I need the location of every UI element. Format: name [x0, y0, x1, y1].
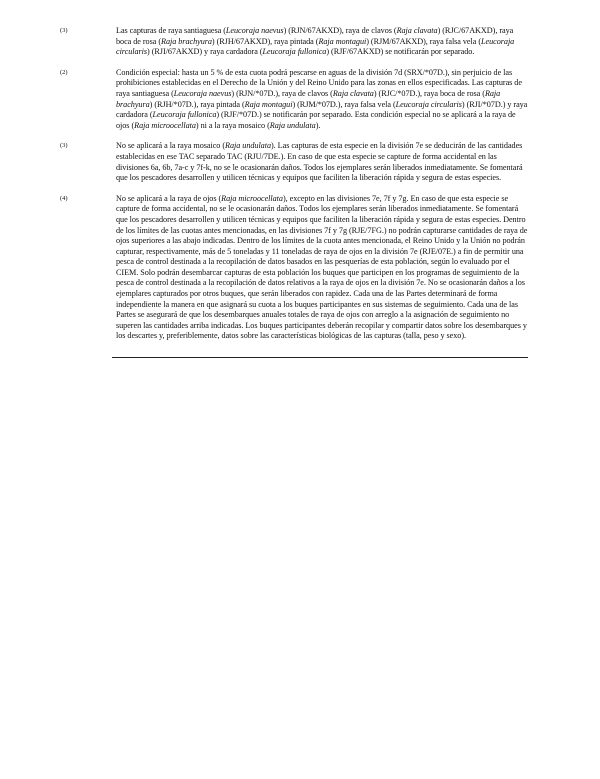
species-name: Raja montagui	[318, 36, 367, 46]
text-run: ) (RJI/*07D.) y raya cardadora (	[116, 99, 528, 120]
text-run: ) (RJF/67AKXD) se notificarán por separado.	[326, 47, 475, 57]
footnote-marker: (4)	[60, 194, 68, 202]
table-bottom-rule	[112, 357, 528, 358]
species-name: Leucoraja naevus	[173, 88, 232, 98]
footnote-marker: (2)	[60, 68, 68, 76]
species-name: Leucoraja fullonica	[262, 47, 327, 57]
footnote-marker: (3)	[60, 142, 68, 150]
species-name: Raja microocellata	[134, 120, 196, 130]
species-name: Raja brachyura	[161, 36, 212, 46]
species-name: Raja undulata	[225, 141, 271, 151]
species-name: Raja montagui	[244, 99, 293, 109]
text-run: ) (RJM/*07D.), raya falsa vela (	[292, 99, 396, 109]
footnote-marker: (3)	[60, 27, 68, 34]
footnote-text	[116, 194, 528, 342]
text-run: ) (RJF/*07D.) se notificarán por separado. Esta condición especial no se aplicará a la raya de ojos (	[116, 110, 516, 130]
footnote	[60, 68, 528, 132]
species-name: Raja brachyura	[116, 88, 501, 109]
text-run: No se aplicará a la raya mosaico (	[116, 141, 226, 151]
footnote-text	[116, 26, 528, 58]
text-run: Condición especial: hasta un 5 % de esta cuota podrá pescarse en aguas de la división 7d (SRX/*07D.), sin perjuicio de las prohibiciones establecidas en el Derecho de la Unión y del Reino Unido para las zonas en ellos especificadas. Las capturas de raya santiaguesa (	[116, 67, 522, 98]
footnote	[60, 141, 528, 183]
text-run: ) (RJI/67AKXD) y raya cardadora (	[147, 47, 263, 57]
species-name: Raja clavata	[396, 26, 438, 35]
text-run: ) (RJN/*07D.), raya de clavos (	[231, 88, 333, 98]
text-run: ).	[315, 120, 321, 130]
footnote	[60, 194, 528, 342]
text-run: ) (RJM/67AKXD), raya falsa vela (	[366, 36, 481, 46]
species-name: Raja undulata	[269, 120, 316, 130]
footnote-text	[116, 68, 528, 132]
footnotes-list	[60, 26, 528, 352]
species-name: Raja clavata	[332, 88, 374, 98]
text-run: ). Las capturas de esta especie en la división 7e se deducirán de las cantidades establecidas en ese TAC separado TAC (RJU/7DE.). En caso de que esta especie se capture de forma accidental en las divisiones 6a, 6b, 7a-c y 7f-k, no se le ocasionarán daños. Todos los ejemplares serán liberados inmediatamente. Se fomentará que los pescadores desarrollen y utilicen técnicas y equipos que faciliten la liberación rápida y segura de estas especies.	[116, 141, 523, 183]
text-run: Las capturas de raya santiaguesa (	[116, 26, 226, 35]
text-run: ) (RJC/67AKXD), raya boca de rosa (	[116, 26, 514, 46]
species-name: Leucoraja circularis	[395, 99, 462, 109]
footnote-text	[116, 141, 528, 183]
text-run: No se aplicará a la raya de ojos (	[116, 193, 222, 203]
species-name: Leucoraja naevus	[225, 26, 284, 35]
species-name: Raja microocellata	[221, 193, 283, 203]
text-run: ) (RJC/*07D.), raya boca de rosa (	[373, 88, 485, 98]
text-run: ) (RJH/67AKXD), raya pintada (	[211, 36, 319, 46]
species-name: Leucoraja fullonica	[152, 110, 217, 120]
text-run: ) ni a la raya mosaico (	[195, 120, 270, 130]
text-run: ) (RJN/67AKXD), raya de clavos (	[283, 26, 397, 35]
species-name: Leucoraja circularis	[116, 36, 515, 57]
text-run: ), excepto en las divisiones 7e, 7f y 7g. En caso de que esta especie se capture de forma accidental, no se le ocasionarán daños. Todos los ejemplares serán liberados inmediatamente. Se fomentará que los pescadores desarrollen y utilicen técnicas y equipos que faciliten la liberación rápida y segura de estas especies. Dentro de los límites de las cuotas antes mencionadas, en las divisiones 7f y 7g (RJE/7FG.) no podrán capturarse cantidades de raya de ojos superiores a las abajo indicadas. Dentro de los límites de la cuota antes mencionada, el Reino Unido y la Unión no podrán capturar, respectivamente, más de 5 toneladas y 11 toneladas de raya de ojos en la división 7e (RJE/07E.) a fin de permitir una pesca de control destinada a la recopilación de datos basados en las pesquerías de esta población, según lo evaluado por el CIEM. Solo podrán desembarcar capturas de esta población los buques que participen en los programas de seguimiento de la pesca de control destinada a la recopilación de datos relativos a la raya de ojos en la división 7e. No se ocasionarán daños a los ejemplares capturados por otros buques, que serán liberados con rapidez. Cada una de las Partes determinará de forma independiente la manera en que asignará su cuota a los buques participantes en sus sistemas de seguimiento. Cada una de las Partes se asegurará de que los desembarques anuales totales de raya de ojos con arreglo a la asignación de seguimiento no superen las cantidades arriba indicadas. Los buques participantes deberán recopilar y compartir datos sobre los desembarques y los descartes y, preferiblemente, datos sobre las características biológicas de las capturas (talla, peso y sexo).	[116, 193, 528, 341]
text-run: ) (RJH/*07D.), raya pintada (	[149, 99, 245, 109]
footnote	[60, 26, 528, 58]
